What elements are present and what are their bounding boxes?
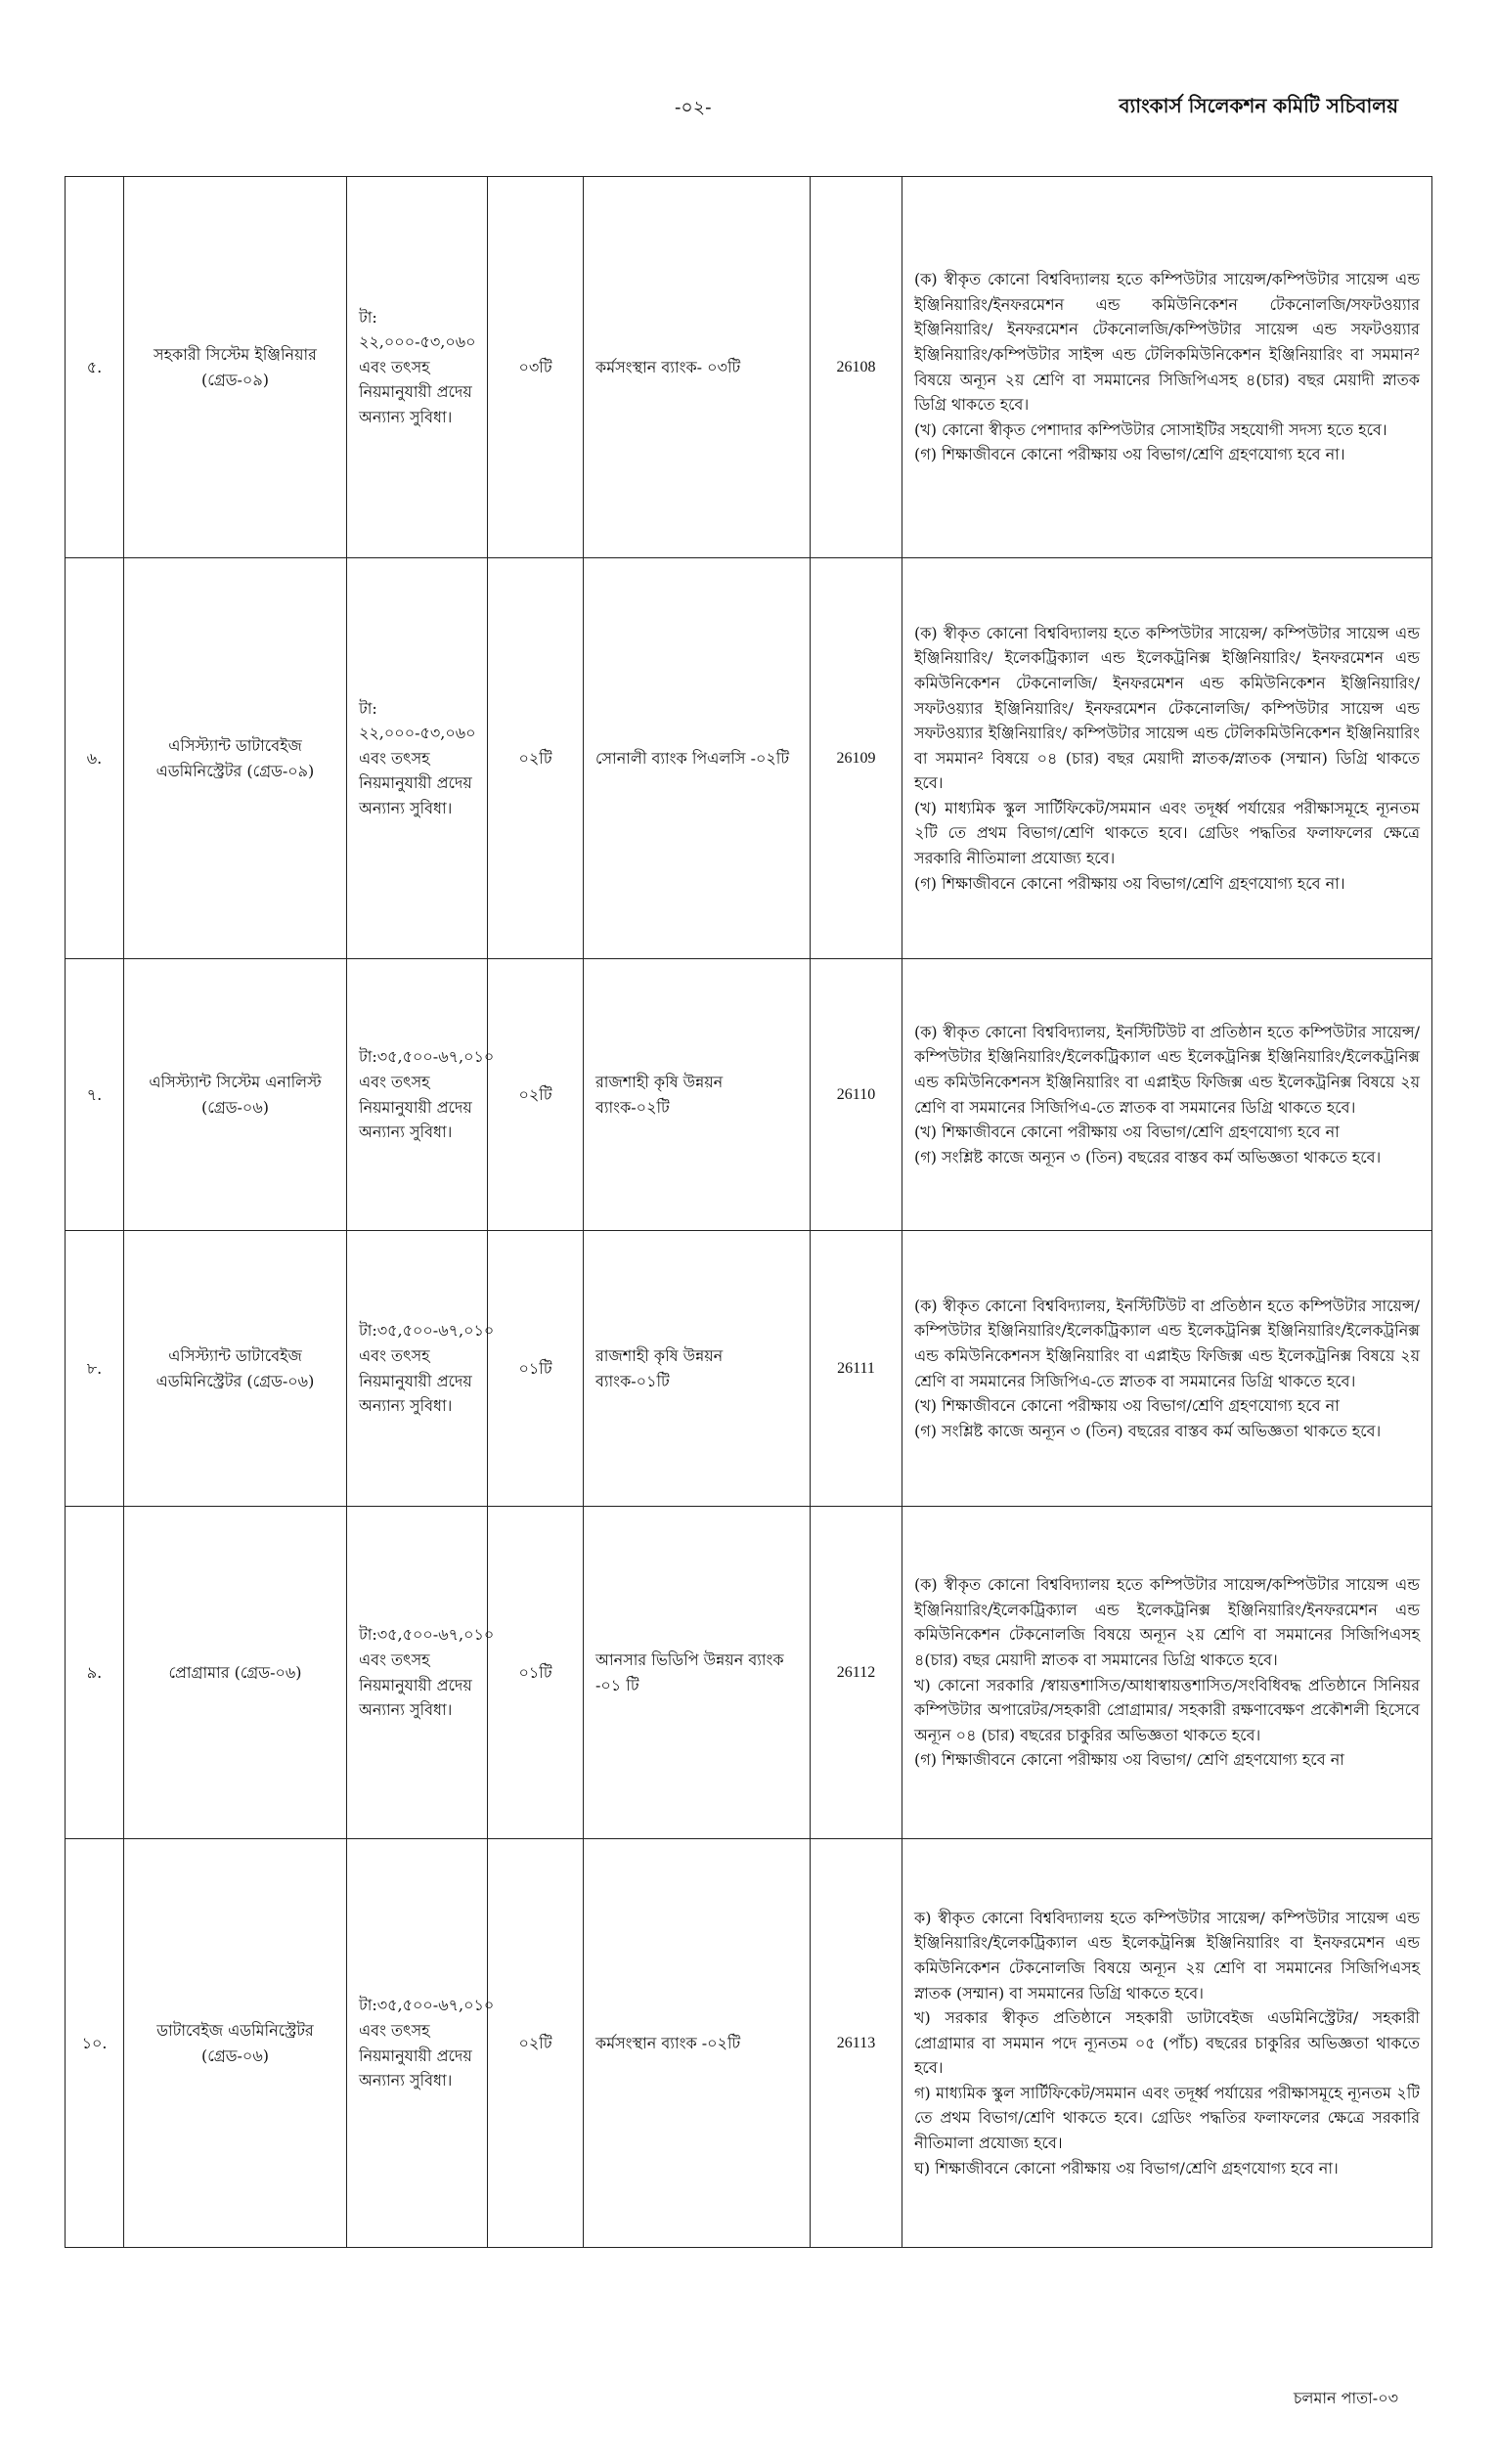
post-name-cell: প্রোগ্রামার (গ্রেড-০৬) — [124, 1507, 347, 1839]
post-code-cell: 26113 — [811, 1839, 902, 2248]
bank-name-cell: কর্মসংস্থান ব্যাংক -০২টি — [584, 1839, 811, 2248]
qualification-cell — [902, 959, 1432, 1231]
pay-scale-cell: টা:৩৫,৫০০-৬৭,০১০ এবং তৎসহ নিয়মানুযায়ী প্রদেয় অন্যান্য সুবিধা। — [347, 1231, 488, 1507]
serial-cell: ৬. — [66, 558, 124, 959]
serial-cell: ৮. — [66, 1231, 124, 1507]
post-code-cell: 26108 — [811, 177, 902, 558]
serial-cell: ৭. — [66, 959, 124, 1231]
table-row — [66, 959, 1432, 1231]
bank-name-cell: রাজশাহী কৃষি উন্নয়ন ব্যাংক-০১টি — [584, 1231, 811, 1507]
qualification-item: ক) স্বীকৃত কোনো বিশ্ববিদ্যালয় হতে কম্পিউটার সায়েন্স/ কম্পিউটার সায়েন্স এন্ড ইঞ্জিনিয়ারিং/ইলেকট্রিক্যাল এন্ড ইলেকট্রনিক্স ইঞ্জিনিয়ারিং বা ইনফরমেশন এন্ড কমিউনিকেশন টেকনোলজি বিষয়ে অন্যূন ২য় শ্রেণি বা সমমানের সিজিপিএসহ স্নাতক (সম্মান) বা সমমানের ডিগ্রি থাকতে হবে। — [914, 1908, 1420, 2002]
vacancy-count-cell: ০৩টি — [488, 177, 584, 558]
vacancy-count-cell: ০১টি — [488, 1231, 584, 1507]
pay-scale-cell: টা:৩৫,৫০০-৬৭,০১০ এবং তৎসহ নিয়মানুযায়ী প্রদেয় অন্যান্য সুবিধা। — [347, 1839, 488, 2248]
qualification-item: (গ) সংশ্লিষ্ট কাজে অন্যূন ৩ (তিন) বছরের বাস্তব কর্ম অভিজ্ঞতা থাকতে হবে। — [914, 1421, 1382, 1440]
qualification-cell — [902, 558, 1432, 959]
bank-name-cell: সোনালী ব্যাংক পিএলসি -০২টি — [584, 558, 811, 959]
post-code-cell: 26110 — [811, 959, 902, 1231]
qualification-item: (খ) শিক্ষাজীবনে কোনো পরীক্ষায় ৩য় বিভাগ/শ্রেণি গ্রহণযোগ্য হবে না — [914, 1396, 1340, 1416]
table-row — [66, 1507, 1432, 1839]
qualification-cell — [902, 177, 1432, 558]
qualification-item: (গ) সংশ্লিষ্ট কাজে অন্যূন ৩ (তিন) বছরের বাস্তব কর্ম অভিজ্ঞতা থাকতে হবে। — [914, 1147, 1382, 1166]
pay-scale-cell: টা:৩৫,৫০০-৬৭,০১০ এবং তৎসহ নিয়মানুযায়ী প্রদেয় অন্যান্য সুবিধা। — [347, 1507, 488, 1839]
serial-cell: ৯. — [66, 1507, 124, 1839]
qualification-item: (ক) স্বীকৃত কোনো বিশ্ববিদ্যালয় হতে কম্পিউটার সায়েন্স/ কম্পিউটার সায়েন্স এন্ড ইঞ্জিনিয়ারিং/ ইলেকট্রিক্যাল এন্ড ইলেকট্রনিক্স ইঞ্জিনিয়ারিং/ ইনফরমেশন এন্ড কমিউনিকেশন টেকনোলজি/ ইনফরমেশন এন্ড কমিউনিকেশন ইঞ্জিনিয়ারিং/ সফটওয়্যার ইঞ্জিনিয়ারিং/ ইনফরমেশন টেকনোলজি/ কম্পিউটার সায়েন্স এন্ড সফটওয়্যার ইঞ্জিনিয়ারিং/ কম্পিউটার সায়েন্স এন্ড টেলিকমিউনিকেশন ইঞ্জিনিয়ারিং বা সমমান² বিষয়ে ০৪ (চার) বছর মেয়াদী স্নাতক/স্নাতক (সম্মান) ডিগ্রি থাকতে হবে। — [914, 623, 1420, 793]
qualification-item: (গ) শিক্ষাজীবনে কোনো পরীক্ষায় ৩য় বিভাগ/শ্রেণি গ্রহণযোগ্য হবে না। — [914, 445, 1345, 464]
vacancy-count-cell: ০১টি — [488, 1507, 584, 1839]
table-row — [66, 177, 1432, 558]
qualification-item: ঘ) শিক্ষাজীবনে কোনো পরীক্ষায় ৩য় বিভাগ/শ্রেণি গ্রহণযোগ্য হবে না। — [914, 2158, 1339, 2178]
post-name-cell: সহকারী সিস্টেম ইঞ্জিনিয়ার (গ্রেড-০৯) — [124, 177, 347, 558]
qualification-item: (ক) স্বীকৃত কোনো বিশ্ববিদ্যালয় হতে কম্পিউটার সায়েন্স/কম্পিউটার সায়েন্স এন্ড ইঞ্জিনিয়ারিং/ইনফরমেশন এন্ড কমিউনিকেশন টেকনোলজি/সফটওয়্যার ইঞ্জিনিয়ারিং/ ইনফরমেশন টেকনোলজি/কম্পিউটার সায়েন্স এন্ড সফটওয়্যার ইঞ্জিনিয়ারিং/কম্পিউটার সাইন্স এন্ড টেলিকমিউনিকেশন ইঞ্জিনিয়ারিং বা সমমান² বিষয়ে অন্যূন ২য় শ্রেণি বা সমমানের সিজিপিএসহ ৪(চার) বছর মেয়াদী স্নাতক ডিগ্রি থাকতে হবে। — [914, 270, 1420, 415]
page-number: -০২- — [675, 97, 712, 118]
table-row — [66, 558, 1432, 959]
job-table-body — [66, 177, 1432, 2248]
bank-name-cell: আনসার ভিডিপি উন্নয়ন ব্যাংক -০১ টি — [584, 1507, 811, 1839]
vacancy-count-cell: ০২টি — [488, 1839, 584, 2248]
post-name-cell: এসিস্ট্যান্ট ডাটাবেইজ এডমিনিস্ট্রেটর (গ্রেড-০৯) — [124, 558, 347, 959]
post-name-cell: ডাটাবেইজ এডমিনিস্ট্রেটর (গ্রেড-০৬) — [124, 1839, 347, 2248]
qualification-cell — [902, 1839, 1432, 2248]
qualification-item: গ) মাধ্যমিক স্কুল সার্টিফিকেট/সমমান এবং তদূর্ধ্ব পর্যায়ের পরীক্ষাসমূহে ন্যূনতম ২টি তে প্রথম বিভাগ/শ্রেণি থাকতে হবে। গ্রেডিং পদ্ধতির ফলাফলের ক্ষেত্রে সরকারি নীতিমালা প্রযোজ্য হবে। — [914, 2083, 1420, 2153]
table-row — [66, 1231, 1432, 1507]
qualification-item: খ) সরকার স্বীকৃত প্রতিষ্ঠানে সহকারী ডাটাবেইজ এডমিনিস্ট্রেটর/ সহকারী প্রোগ্রামার বা সমমান পদে ন্যূনতম ০৫ (পাঁচ) বছরের চাকুরির অভিজ্ঞতা থাকতে হবে। — [914, 2008, 1420, 2078]
qualification-item: (খ) শিক্ষাজীবনে কোনো পরীক্ষায় ৩য় বিভাগ/শ্রেণি গ্রহণযোগ্য হবে না — [914, 1122, 1340, 1142]
post-code-cell: 26112 — [811, 1507, 902, 1839]
qualification-item: (গ) শিক্ষাজীবনে কোনো পরীক্ষায় ৩য় বিভাগ/শ্রেণি গ্রহণযোগ্য হবে না। — [914, 873, 1345, 893]
pay-scale-cell: টা:৩৫,৫০০-৬৭,০১০ এবং তৎসহ নিয়মানুযায়ী প্রদেয় অন্যান্য সুবিধা। — [347, 959, 488, 1231]
table-row — [66, 1839, 1432, 2248]
continued-page-note: চলমান পাতা-০৩ — [1293, 2389, 1398, 2407]
office-name: ব্যাংকার্স সিলেকশন কমিটি সচিবালয় — [1119, 94, 1398, 117]
vacancy-count-cell: ০২টি — [488, 558, 584, 959]
serial-cell: ১০. — [66, 1839, 124, 2248]
bank-name-cell: রাজশাহী কৃষি উন্নয়ন ব্যাংক-০২টি — [584, 959, 811, 1231]
qualification-item: (খ) মাধ্যমিক স্কুল সার্টিফিকেট/সমমান এবং তদূর্ধ্ব পর্যায়ের পরীক্ষাসমূহে ন্যূনতম ২টি তে প্রথম বিভাগ/শ্রেণি থাকতে হবে। গ্রেডিং পদ্ধতির ফলাফলের ক্ষেত্রে সরকারি নীতিমালা প্রযোজ্য হবে। — [914, 798, 1420, 868]
qualification-cell — [902, 1231, 1432, 1507]
pay-scale-cell: টা: ২২,০০০-৫৩,০৬০ এবং তৎসহ নিয়মানুযায়ী প্রদেয় অন্যান্য সুবিধা। — [347, 558, 488, 959]
serial-cell: ৫. — [66, 177, 124, 558]
post-code-cell: 26109 — [811, 558, 902, 959]
qualification-item: (খ) কোনো স্বীকৃত পেশাদার কম্পিউটার সোসাইটির সহযোগী সদস্য হতে হবে। — [914, 419, 1387, 439]
bank-name-cell: কর্মসংস্থান ব্যাংক- ০৩টি — [584, 177, 811, 558]
qualification-item: (ক) স্বীকৃত কোনো বিশ্ববিদ্যালয়, ইনস্টিটিউট বা প্রতিষ্ঠান হতে কম্পিউটার সায়েন্স/কম্পিউটার ইঞ্জিনিয়ারিং/ইলেকট্রিক্যাল এন্ড ইলেকট্রনিক্স ইঞ্জিনিয়ারিং/ইলেকট্রনিক্স এন্ড কমিউনিকেশনস ইঞ্জিনিয়ারিং বা এপ্লাইড ফিজিক্স এন্ড ইলেকট্রনিক্স বিষয়ে ২য় শ্রেণি বা সমমানের সিজিপিএ-তে স্নাতক বা সমমানের ডিগ্রি থাকতে হবে। — [914, 1296, 1420, 1390]
pay-scale-cell: টা: ২২,০০০-৫৩,০৬০ এবং তৎসহ নিয়মানুযায়ী প্রদেয় অন্যান্য সুবিধা। — [347, 177, 488, 558]
vacancy-count-cell: ০২টি — [488, 959, 584, 1231]
qualification-item: (গ) শিক্ষাজীবনে কোনো পরীক্ষায় ৩য় বিভাগ/ শ্রেণি গ্রহণযোগ্য হবে না — [914, 1750, 1344, 1770]
post-code-cell: 26111 — [811, 1231, 902, 1507]
job-table — [65, 176, 1432, 2248]
qualification-item: খ) কোনো সরকারি /স্বায়ত্তশাসিত/আধাস্বায়ত্তশাসিত/সংবিধিবদ্ধ প্রতিষ্ঠানে সিনিয়র কম্পিউটার অপারেটর/সহকারী প্রোগ্রামার/ সহকারী রক্ষণাবেক্ষণ প্রকৌশলী হিসেবে অন্যূন ০৪ (চার) বছরের চাকুরির অভিজ্ঞতা থাকতে হবে। — [914, 1675, 1420, 1744]
qualification-item: (ক) স্বীকৃত কোনো বিশ্ববিদ্যালয় হতে কম্পিউটার সায়েন্স/কম্পিউটার সায়েন্স এন্ড ইঞ্জিনিয়ারিং/ইলেকট্রিক্যাল এন্ড ইলেকট্রনিক্স ইঞ্জিনিয়ারিং/ইনফরমেশন এন্ড কমিউনিকেশন টেকনোলজি বিষয়ে অন্যূন ২য় শ্রেণি বা সমমানের সিজিপিএসহ ৪(চার) বছর মেয়াদী স্নাতক বা সমমানের ডিগ্রি থাকতে হবে। — [914, 1575, 1420, 1669]
post-name-cell: এসিস্ট্যান্ট সিস্টেম এনালিস্ট (গ্রেড-০৬) — [124, 959, 347, 1231]
qualification-item: (ক) স্বীকৃত কোনো বিশ্ববিদ্যালয়, ইনস্টিটিউট বা প্রতিষ্ঠান হতে কম্পিউটার সায়েন্স/কম্পিউটার ইঞ্জিনিয়ারিং/ইলেকট্রিক্যাল এন্ড ইলেকট্রনিক্স ইঞ্জিনিয়ারিং/ইলেকট্রনিক্স এন্ড কমিউনিকেশনস ইঞ্জিনিয়ারিং বা এপ্লাইড ফিজিক্স এন্ড ইলেকট্রনিক্স বিষয়ে ২য় শ্রেণি বা সমমানের সিজিপিএ-তে স্নাতক বা সমমানের ডিগ্রি থাকতে হবে। — [914, 1022, 1420, 1117]
post-name-cell: এসিস্ট্যান্ট ডাটাবেইজ এডমিনিস্ট্রেটর (গ্রেড-০৬) — [124, 1231, 347, 1507]
qualification-cell — [902, 1507, 1432, 1839]
